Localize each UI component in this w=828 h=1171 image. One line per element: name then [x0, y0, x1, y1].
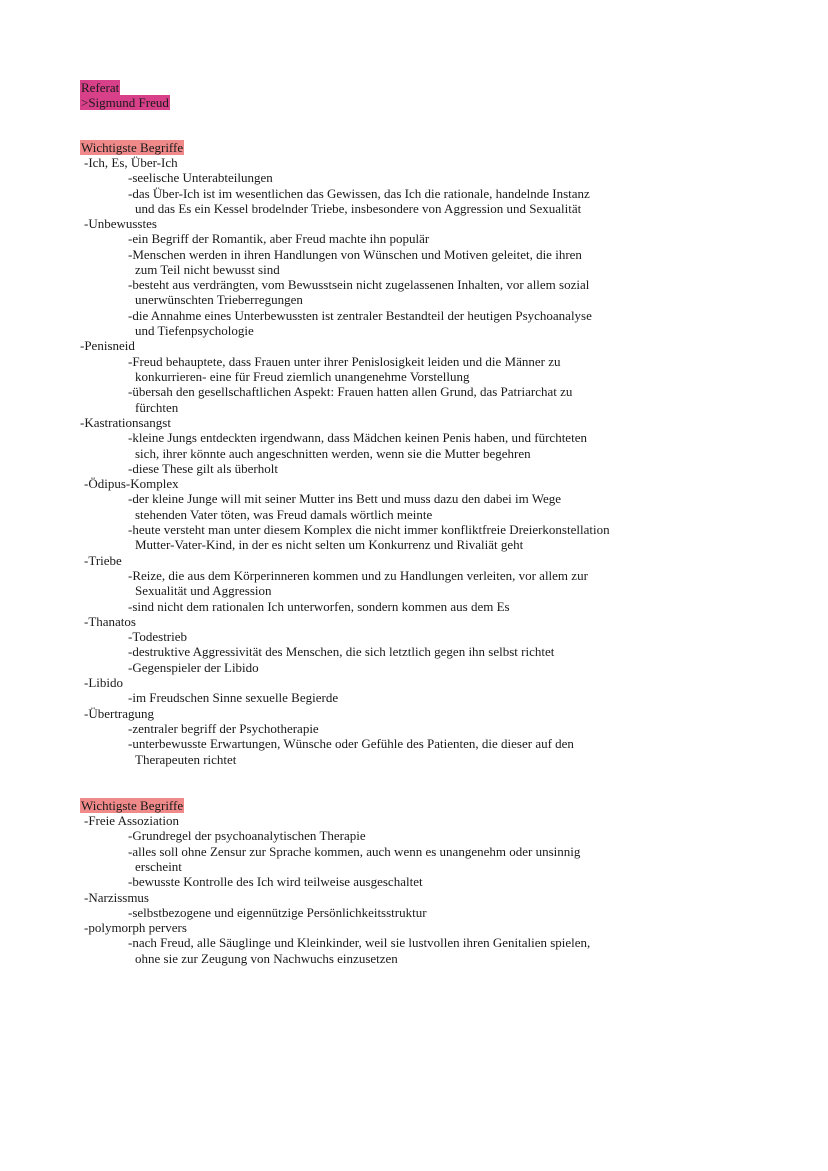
section-1-heading-text: Wichtigste Begriffe: [81, 140, 184, 155]
document-title: [80, 80, 120, 95]
term-triebe: -Triebe: [84, 553, 122, 568]
term-uebertragung: -Übertragung: [84, 706, 155, 721]
term-penisneid: -Penisneid: [80, 338, 135, 353]
term-oedipus-komplex: -Ödipus-Komplex: [84, 476, 179, 491]
list-item: -im Freudschen Sinne sexuelle Begierde: [128, 690, 339, 705]
list-item: -bewusste Kontrolle des Ich wird teilweise ausgeschaltet: [128, 874, 423, 889]
list-item-continuation: Therapeuten richtet: [135, 752, 237, 767]
list-item-continuation: sich, ihrer könnte auch angeschnitten werden, wenn sie die Mutter begehren: [135, 446, 531, 461]
list-item-continuation: und Tiefenpsychologie: [135, 323, 254, 338]
list-item: -seelische Unterabteilungen: [128, 170, 273, 185]
term-narzissmus: -Narzissmus: [84, 890, 149, 905]
list-item: -destruktive Aggressivität des Menschen, die sich letztlich gegen ihn selbst richtet: [128, 644, 555, 659]
list-item: -unterbewusste Erwartungen, Wünsche oder Gefühle des Patienten, die dieser auf den: [128, 736, 574, 751]
list-item: -Reize, die aus dem Körperinneren kommen und zu Handlungen verleiten, vor allem zur: [128, 568, 588, 583]
term-unbewusstes: -Unbewusstes: [84, 216, 157, 231]
list-item-continuation: erscheint: [135, 859, 182, 874]
list-item-continuation: fürchten: [135, 400, 179, 415]
list-item: -kleine Jungs entdeckten irgendwann, dass Mädchen keinen Penis haben, und fürchteten: [128, 430, 587, 445]
list-item: -Grundregel der psychoanalytischen Therapie: [128, 828, 366, 843]
list-item: -übersah den gesellschaftlichen Aspekt: Frauen hatten allen Grund, das Patriarchat zu: [128, 384, 573, 399]
list-item-continuation: unerwünschten Trieberregungen: [135, 292, 303, 307]
list-item: -zentraler begriff der Psychotherapie: [128, 721, 319, 736]
title-line-2: >Sigmund Freud: [81, 95, 169, 110]
list-item-continuation: ohne sie zur Zeugung von Nachwuchs einzusetzen: [135, 951, 398, 966]
section-2-heading: [80, 798, 184, 813]
list-item: -ein Begriff der Romantik, aber Freud machte ihn populär: [128, 231, 430, 246]
list-item: -diese These gilt als überholt: [128, 461, 278, 476]
list-item: -Menschen werden in ihren Handlungen von Wünschen und Motiven geleitet, die ihren: [128, 247, 582, 262]
list-item: -nach Freud, alle Säuglinge und Kleinkinder, weil sie lustvollen ihren Genitalien spielen,: [128, 935, 591, 950]
document-subtitle: [80, 95, 170, 110]
list-item-continuation: Mutter-Vater-Kind, in der es nicht selten um Konkurrenz und Rivaliät geht: [135, 537, 524, 552]
term-freie-assoziation: -Freie Assoziation: [84, 813, 179, 828]
list-item-continuation: Sexualität und Aggression: [135, 583, 272, 598]
list-item-continuation: und das Es ein Kessel brodelnder Triebe, insbesondere von Aggression und Sexualität: [135, 201, 582, 216]
title-line-1: Referat: [81, 80, 120, 95]
list-item-continuation: zum Teil nicht bewusst sind: [135, 262, 280, 277]
list-item: -Todestrieb: [128, 629, 188, 644]
list-item: -Freud behauptete, dass Frauen unter ihrer Penislosigkeit leiden und die Männer zu: [128, 354, 561, 369]
list-item: -heute versteht man unter diesem Komplex die nicht immer konfliktfreie Dreierkonstellation: [128, 522, 610, 537]
list-item: -das Über-Ich ist im wesentlichen das Gewissen, das Ich die rationale, handelnde Instanz: [128, 186, 590, 201]
list-item-continuation: konkurrieren- eine für Freud ziemlich unangenehme Vorstellung: [135, 369, 470, 384]
list-item: -der kleine Junge will mit seiner Mutter ins Bett und muss dazu den dabei im Wege: [128, 491, 562, 506]
term-polymorph-pervers: -polymorph pervers: [84, 920, 187, 935]
list-item: -Gegenspieler der Libido: [128, 660, 259, 675]
term-kastrationsangst: -Kastrationsangst: [80, 415, 171, 430]
section-1-heading: [80, 140, 184, 155]
term-thanatos: -Thanatos: [84, 614, 136, 629]
list-item: -selbstbezogene und eigennützige Persönlichkeitsstruktur: [128, 905, 427, 920]
list-item: -die Annahme eines Unterbewussten ist zentraler Bestandteil der heutigen Psychoanalyse: [128, 308, 592, 323]
list-item-continuation: stehenden Vater töten, was Freud damals wörtlich meinte: [135, 507, 433, 522]
list-item: -besteht aus verdrängten, vom Bewusstsein nicht zugelassenen Inhalten, vor allem sozial: [128, 277, 590, 292]
list-item: -alles soll ohne Zensur zur Sprache kommen, auch wenn es unangenehm oder unsinnig: [128, 844, 581, 859]
term-ich-es-ueber-ich: -Ich, Es, Über-Ich: [84, 155, 178, 170]
section-2-heading-text: Wichtigste Begriffe: [81, 798, 184, 813]
term-libido: -Libido: [84, 675, 123, 690]
list-item: -sind nicht dem rationalen Ich unterworfen, sondern kommen aus dem Es: [128, 599, 510, 614]
